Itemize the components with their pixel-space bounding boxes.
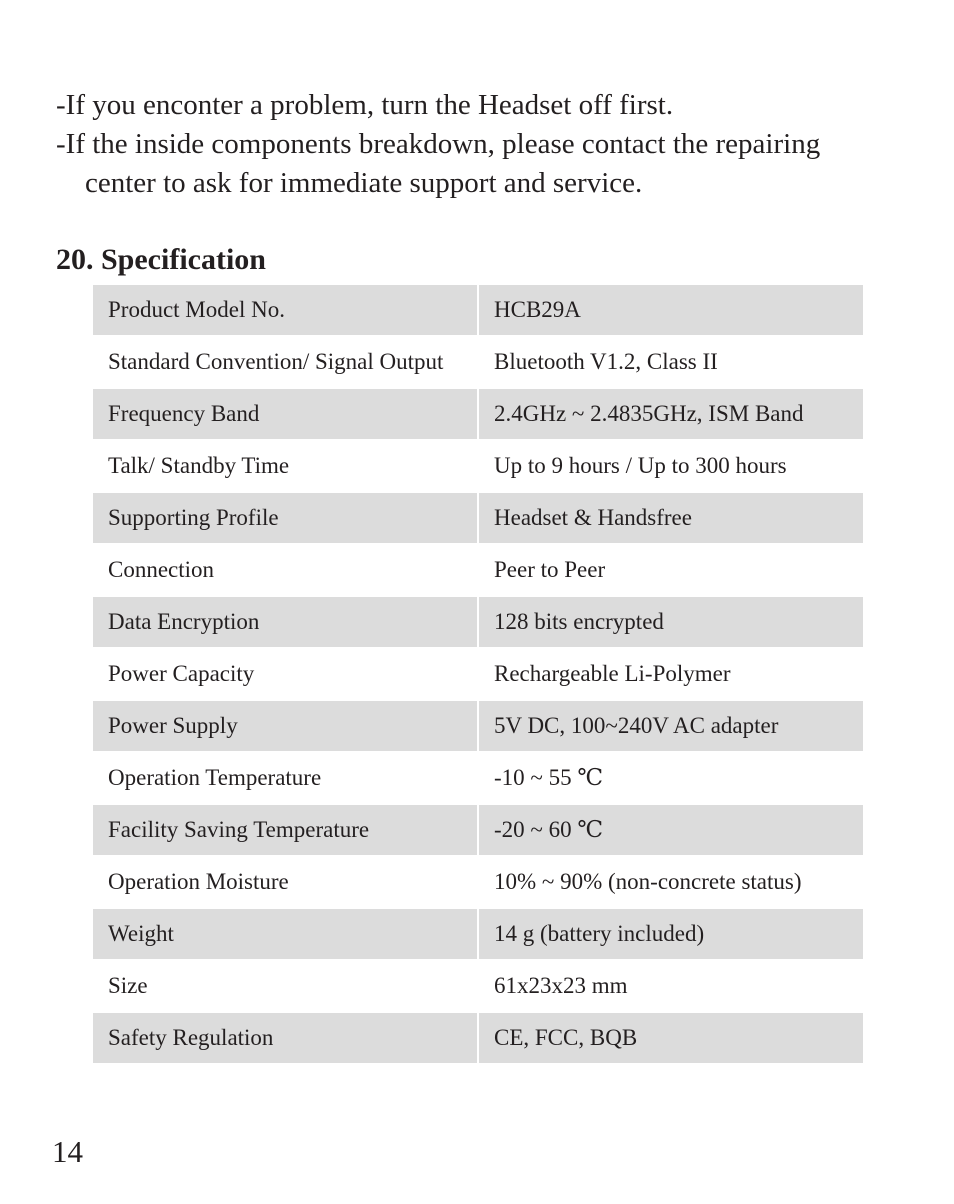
spec-label: Weight: [93, 909, 477, 959]
spec-value: -10 ~ 55 ℃: [494, 765, 604, 790]
spec-value: 5V DC, 100~240V AC adapter: [479, 701, 863, 751]
spec-label: Safety Regulation: [93, 1013, 477, 1063]
spec-label: Talk/ Standby Time: [108, 453, 290, 478]
spec-label: Connection: [108, 557, 215, 582]
table-row: [93, 389, 863, 441]
spec-value: Up to 9 hours / Up to 300 hours: [494, 453, 787, 478]
page-number: 14: [52, 1134, 83, 1169]
table-row: [93, 857, 863, 909]
table-row: [93, 493, 863, 545]
spec-value: 128 bits encrypted: [479, 597, 863, 647]
table-row: [93, 805, 863, 857]
table-row: [93, 545, 863, 597]
spec-value: 10% ~ 90% (non-concrete status): [494, 869, 802, 894]
spec-value: -20 ~ 60 ℃: [479, 805, 863, 855]
table-row: [93, 285, 863, 337]
spec-value: 14 g (battery included): [479, 909, 863, 959]
spec-label: Frequency Band: [93, 389, 477, 439]
note-line: center to ask for immediate support and service.: [85, 167, 643, 199]
spec-value: 61x23x23 mm: [494, 973, 628, 998]
note-line: -If the inside components breakdown, please contact the repairing: [56, 128, 821, 160]
spec-value: Bluetooth V1.2, Class II: [494, 349, 718, 374]
table-row: [93, 701, 863, 753]
table-row: [93, 441, 863, 493]
spec-label: Power Capacity: [108, 661, 255, 686]
spec-label: Supporting Profile: [93, 493, 477, 543]
table-row: [93, 649, 863, 701]
spec-value: Peer to Peer: [494, 557, 606, 582]
section-title: 20. Specification: [56, 243, 266, 276]
spec-value: 2.4GHz ~ 2.4835GHz, ISM Band: [479, 389, 863, 439]
spec-value: CE, FCC, BQB: [479, 1013, 863, 1063]
specification-table: [93, 285, 863, 1065]
spec-value: Rechargeable Li-Polymer: [494, 661, 731, 686]
spec-label: Operation Moisture: [108, 869, 289, 894]
table-row: [93, 753, 863, 805]
spec-value: HCB29A: [479, 285, 863, 335]
table-row: [93, 961, 863, 1013]
table-row: [93, 1013, 863, 1065]
spec-label: Facility Saving Temperature: [93, 805, 477, 855]
spec-label: Data Encryption: [93, 597, 477, 647]
spec-label: Product Model No.: [93, 285, 477, 335]
table-row: [93, 909, 863, 961]
spec-label: Operation Temperature: [108, 765, 322, 790]
spec-label: Size: [108, 973, 148, 998]
note-line: -If you enconter a problem, turn the Headset off first.: [56, 89, 674, 121]
troubleshooting-notes: [56, 86, 936, 203]
table-row: [93, 597, 863, 649]
spec-value: Headset & Handsfree: [479, 493, 863, 543]
spec-label: Standard Convention/ Signal Output: [108, 349, 444, 374]
table-row: [93, 337, 863, 389]
spec-label: Power Supply: [93, 701, 477, 751]
